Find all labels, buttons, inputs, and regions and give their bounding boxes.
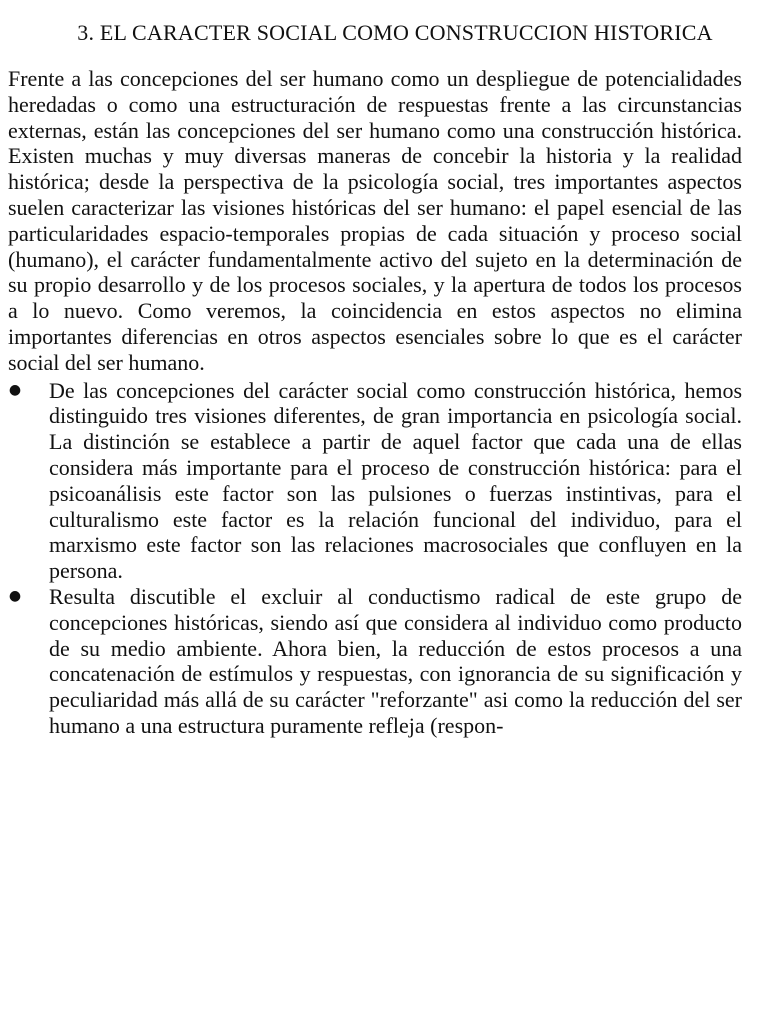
bullet-text: Resulta discutible el excluir al conductismo radical de este grupo de concepciones históricas, siendo así que considera al individuo como producto de su medio ambiente. Ahora bien, la reducción de estos procesos a una concatenación de estímulos y respuestas, con ignorancia de su significación y peculiaridad más allá de su carácter "reforzante" asi como la reducción del ser humano a una estructura puramente refleja (respon- — [49, 583, 742, 738]
bullet-list — [8, 378, 742, 739]
bullet-item — [8, 584, 742, 739]
intro-paragraph: Frente a las concepciones del ser humano como un despliegue de potencialidades heredadas o como una estructuración de respuestas frente a las circunstancias externas, están las concepciones del ser humano como una construcción histórica. Existen muchas y muy diversas maneras de concebir la historia y la realidad histórica; desde la perspectiva de la psicología social, tres importantes aspectos suelen caracterizar las visiones históricas del ser humano: el papel esencial de las particularidades espacio-temporales propias de cada situación y proceso social (humano), el carácter fundamentalmente activo del sujeto en la determinación de su propio desarrollo y de los procesos sociales, y la apertura de todos los procesos a lo nuevo. Como veremos, la coincidencia en estos aspectos no elimina importantes diferencias en otros aspectos esenciales sobre lo que es el carácter social del ser humano. — [8, 66, 742, 375]
bullet-text: De las concepciones del carácter social como construcción histórica, hemos distinguido tres visiones diferentes, de gran importancia en psicología social. La distinción se establece a partir de aquel factor que cada una de ellas considera más importante para el proceso de construcción histórica: para el psicoanálisis este factor son las pulsiones o fuerzas instintivas, para el culturalismo este factor es la relación funcional del individuo, para el marxismo este factor son las relaciones macrosociales que confluyen en la persona. — [49, 377, 742, 584]
document-page — [8, 20, 742, 739]
bullet-icon: ● — [8, 381, 22, 398]
section-title: 3. EL CARACTER SOCIAL COMO CONSTRUCCION HISTORICA — [77, 20, 713, 45]
bullet-icon: ● — [8, 587, 22, 604]
bullet-item — [8, 378, 742, 584]
